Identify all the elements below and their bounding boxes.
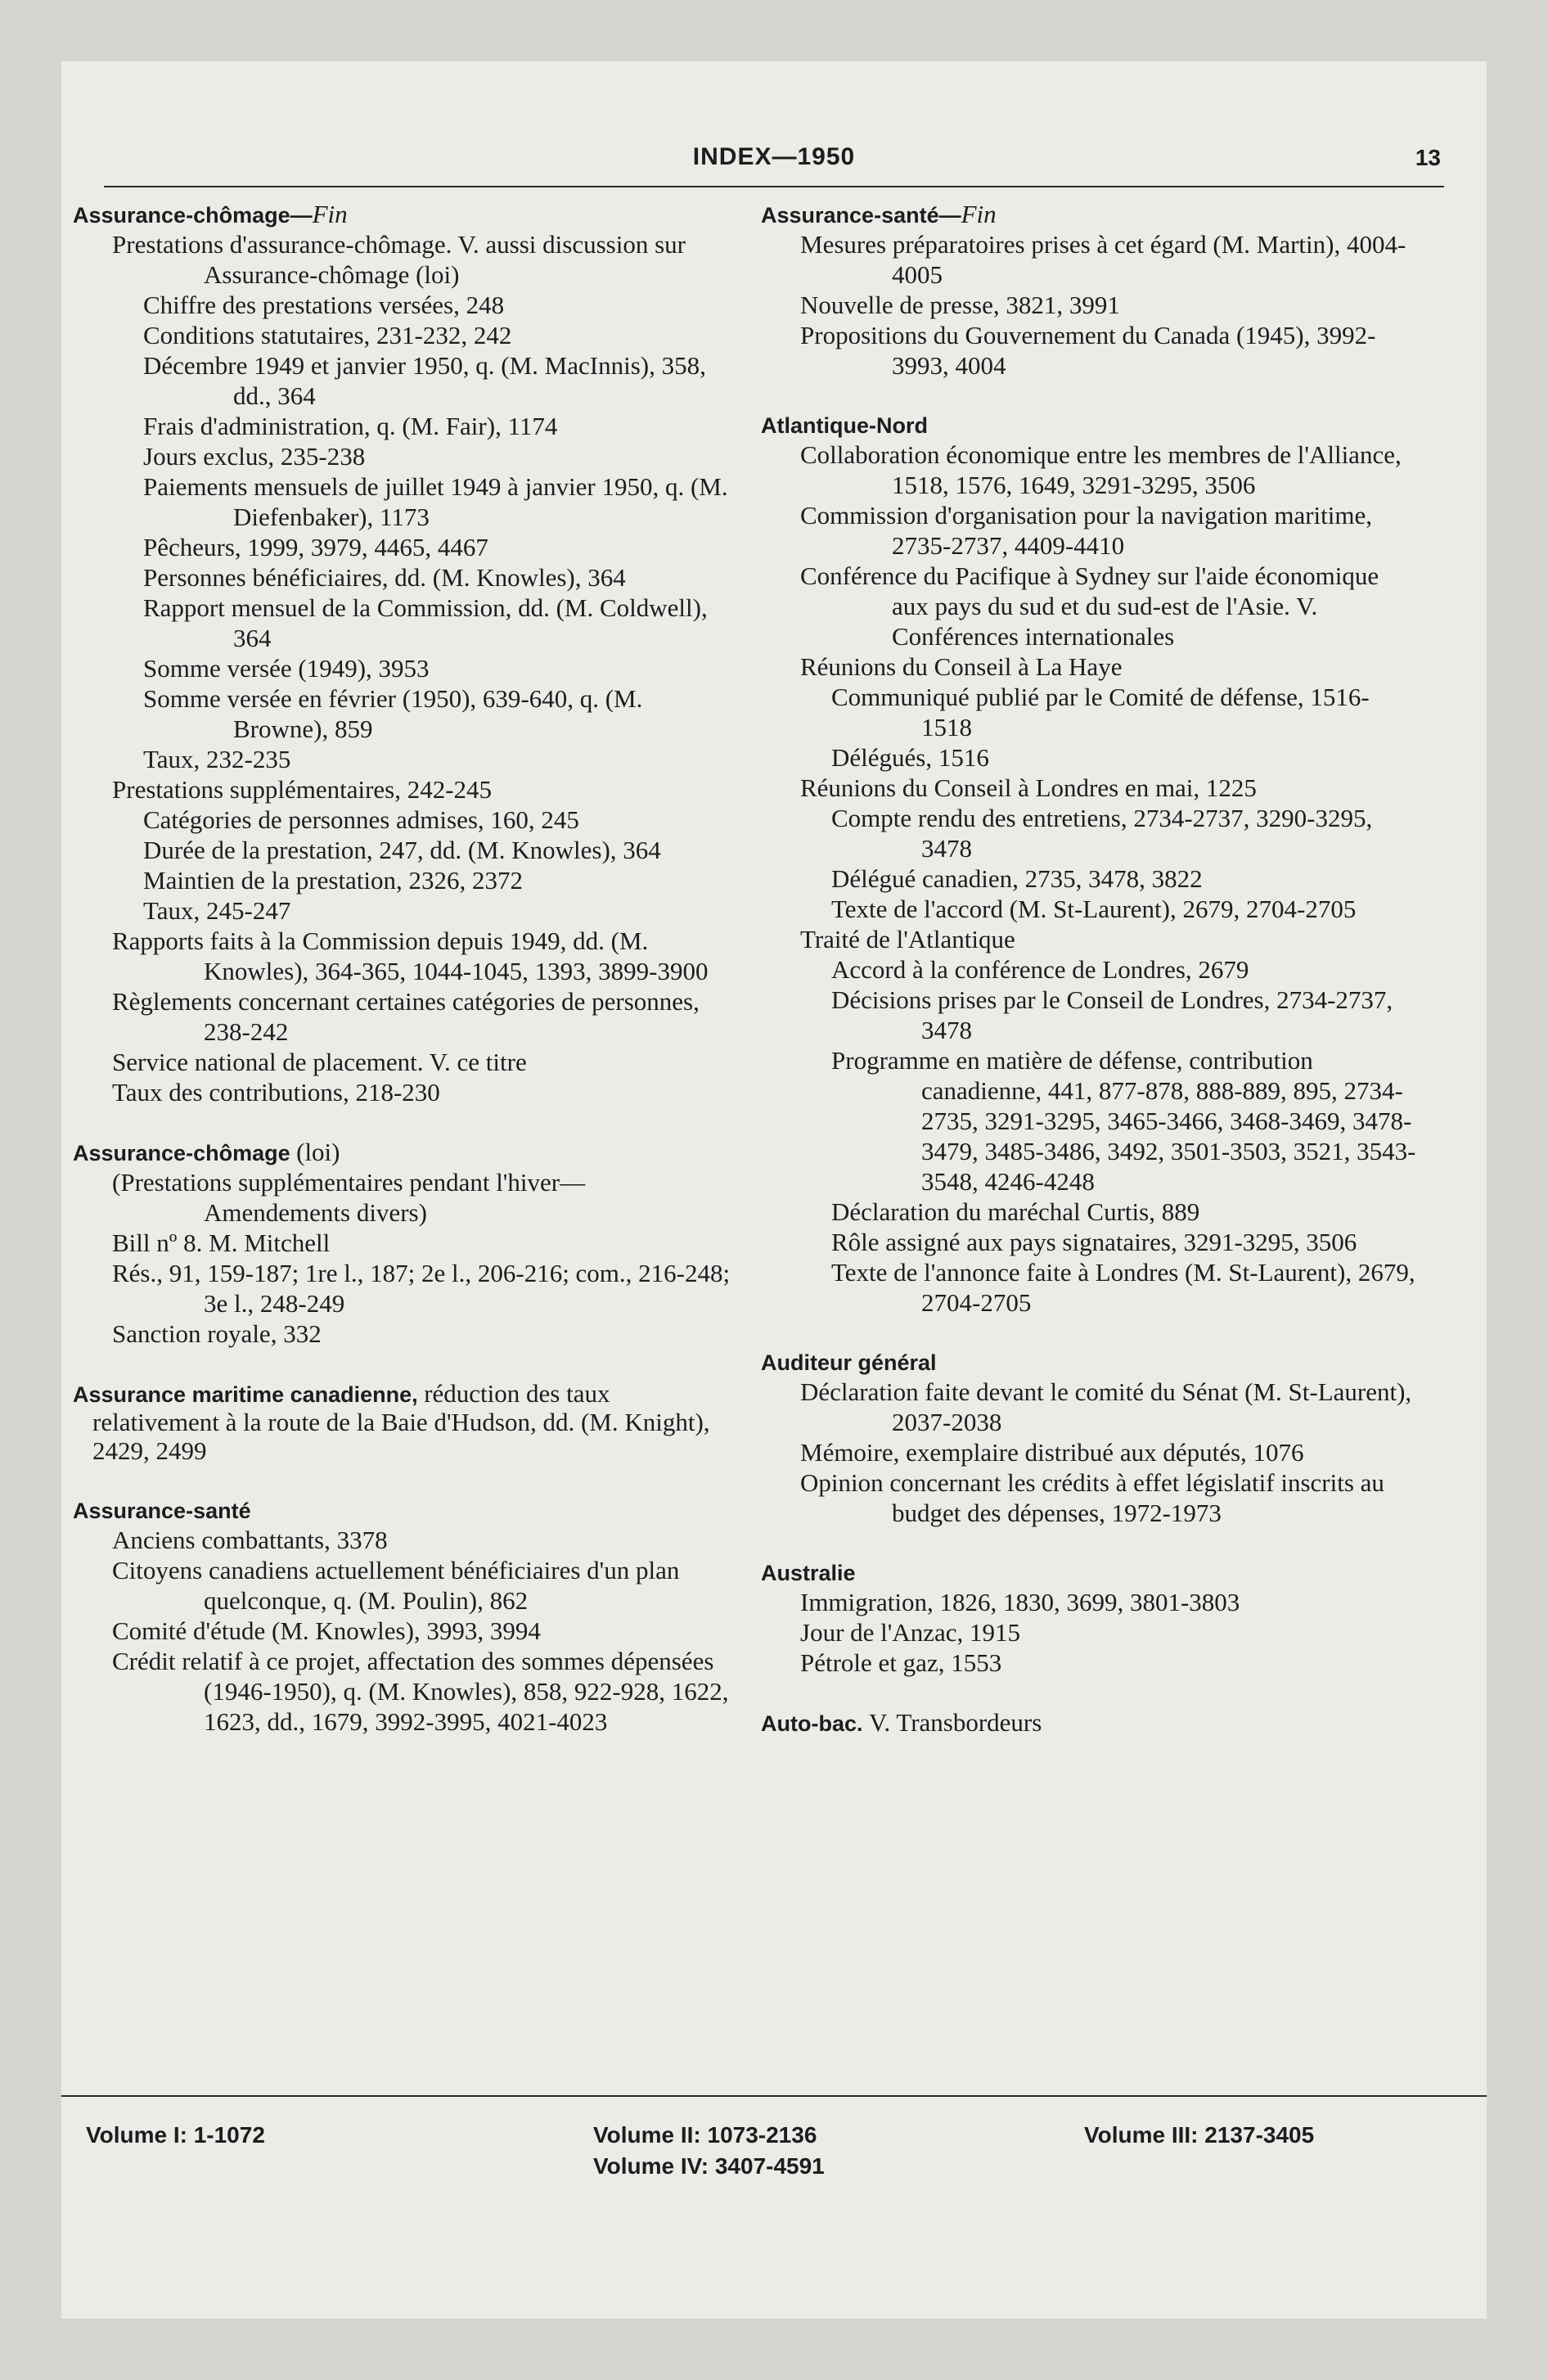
index-entry <box>761 412 1420 1318</box>
header-rule <box>104 186 1444 187</box>
index-column-left <box>73 201 731 1768</box>
entry-heading-line <box>761 412 1420 439</box>
entry-item: Taux des contributions, 218-230 <box>112 1078 440 1107</box>
entry-heading-rest: (loi) <box>296 1138 340 1166</box>
entry-heading: Assurance-chômage <box>73 1141 290 1165</box>
subentry-item: Taux, 245-247 <box>143 896 291 925</box>
entry-item: Rés., 91, 159-187; 1re l., 187; 2e l., 206-216; com., 216-248; 3e l., 248-249 <box>112 1259 731 1318</box>
entry-item: Citoyens canadiens actuellement bénéficiaires d'un plan quelconque, q. (M. Poulin), 862 <box>112 1556 680 1615</box>
subentry-item: Texte de l'annonce faite à Londres (M. St-Laurent), 2679, 2704-2705 <box>831 1258 1415 1317</box>
index-entry <box>761 1349 1420 1528</box>
subentry-item: Maintien de la prestation, 2326, 2372 <box>143 866 524 895</box>
subentry-item: Taux, 232-235 <box>143 745 291 773</box>
index-entry <box>73 1138 731 1349</box>
entry-heading-rest: réduction des taux relativement à la route de la Baie d'Hudson, dd. (M. Knight), 2429, 2499 <box>92 1379 710 1465</box>
volume-range-3: Volume III: 2137-3405 <box>1084 2122 1315 2148</box>
entry-item: Immigration, 1826, 1830, 3699, 3801-3803 <box>800 1588 1240 1616</box>
subentry-item: Rapport mensuel de la Commission, dd. (M. Coldwell), 364 <box>143 593 708 652</box>
subentry-item: Compte rendu des entretiens, 2734-2737, 3290-3295, 3478 <box>831 804 1373 863</box>
entry-item: Réunions du Conseil à La Haye <box>800 652 1123 681</box>
continuation-marker: Fin <box>312 200 348 228</box>
entry-heading: Australie <box>761 1561 856 1585</box>
entry-item: Comité d'étude (M. Knowles), 3993, 3994 <box>112 1616 541 1645</box>
entry-item: Traité de l'Atlantique <box>800 925 1015 953</box>
entry-item: Jour de l'Anzac, 1915 <box>800 1618 1021 1647</box>
entry-heading: Assurance maritime canadienne, <box>73 1382 418 1407</box>
subentry-item: Conditions statutaires, 231-232, 242 <box>143 321 512 349</box>
subentry-item: Accord à la conférence de Londres, 2679 <box>831 955 1249 984</box>
page-number: 13 <box>1415 145 1441 170</box>
subentry-item: Durée de la prestation, 247, dd. (M. Knowles), 364 <box>143 836 661 864</box>
index-entry <box>761 201 1420 381</box>
entry-item: (Prestations supplémentaires pendant l'hiver—Amendements divers) <box>112 1168 586 1227</box>
index-page <box>61 61 1487 2319</box>
index-entry <box>73 201 731 1107</box>
subentry-item: Délégués, 1516 <box>831 743 989 772</box>
subentry-item: Catégories de personnes admises, 160, 245 <box>143 805 579 834</box>
subentry-item: Décembre 1949 et janvier 1950, q. (M. MacInnis), 358, dd., 364 <box>143 351 706 410</box>
page-header <box>61 143 1487 176</box>
entry-heading-line <box>73 1380 731 1466</box>
entry-heading: Assurance-santé <box>761 203 939 228</box>
index-entry <box>761 1559 1420 1678</box>
subentry-item: Personnes bénéficiaires, dd. (M. Knowles), 364 <box>143 563 626 592</box>
subentry-item: Texte de l'accord (M. St-Laurent), 2679, 2704-2705 <box>831 895 1357 923</box>
entry-heading: Auditeur général <box>761 1350 937 1375</box>
entry-item: Bill nº 8. M. Mitchell <box>112 1228 331 1257</box>
entry-heading: Atlantique-Nord <box>761 413 928 438</box>
subentry-item: Programme en matière de défense, contribution canadienne, 441, 877-878, 888-889, 895, 2734-2735, 3291-3295, 3465-3466, 3468-3469, 3478-3479, 3485-3486, 3492, 3501-3503, 3521, 3543-3548, 4246-4248 <box>831 1046 1416 1196</box>
entry-heading-line <box>761 1349 1420 1377</box>
entry-item: Réunions du Conseil à Londres en mai, 1225 <box>800 773 1257 802</box>
entry-item: Prestations d'assurance-chômage. V. aussi discussion sur Assurance-chômage (loi) <box>112 230 686 289</box>
index-column-right <box>761 201 1420 1769</box>
entry-item: Mesures préparatoires prises à cet égard (M. Martin), 4004-4005 <box>800 230 1406 289</box>
footer-rule <box>61 2095 1487 2097</box>
subentry-item: Décisions prises par le Conseil de Londres, 2734-2737, 3478 <box>831 985 1393 1044</box>
entry-item: Crédit relatif à ce projet, affectation des sommes dépensées (1946-1950), q. (M. Knowles), 858, 922-928, 1622, 1623, dd., 1679, 3992-3995, 4021-4023 <box>112 1647 729 1736</box>
continuation-marker: Fin <box>961 200 997 228</box>
entry-item: Rapports faits à la Commission depuis 1949, dd. (M. Knowles), 364-365, 1044-1045, 1393, 3899-3900 <box>112 926 709 985</box>
entry-item: Anciens combattants, 3378 <box>112 1526 388 1554</box>
index-entry <box>761 1709 1420 1738</box>
entry-heading-line: Assurance-chômage—Fin <box>73 200 348 228</box>
subentry-item: Rôle assigné aux pays signataires, 3291-3295, 3506 <box>831 1228 1357 1256</box>
entry-item: Nouvelle de presse, 3821, 3991 <box>800 291 1120 319</box>
entry-heading-line <box>761 1709 1420 1738</box>
entry-heading: Assurance-santé <box>73 1499 251 1523</box>
subentry-item: Déclaration du maréchal Curtis, 889 <box>831 1197 1200 1226</box>
entry-heading: Assurance-chômage <box>73 203 290 228</box>
entry-heading-rest: V. Transbordeurs <box>869 1708 1042 1737</box>
entry-item: Commission d'organisation pour la navigation maritime, 2735-2737, 4409-4410 <box>800 501 1372 560</box>
subentry-item: Chiffre des prestations versées, 248 <box>143 291 505 319</box>
entry-item: Opinion concernant les crédits à effet législatif inscrits au budget des dépenses, 1972-1973 <box>800 1468 1384 1527</box>
subentry-item: Communiqué publié par le Comité de défense, 1516-1518 <box>831 683 1370 741</box>
entry-item: Propositions du Gouvernement du Canada (1945), 3992-3993, 4004 <box>800 321 1376 380</box>
entry-item: Règlements concernant certaines catégories de personnes, 238-242 <box>112 987 700 1046</box>
volume-range-4: Volume IV: 3407-4591 <box>593 2153 825 2179</box>
entry-heading-line: Assurance-santé—Fin <box>761 200 997 228</box>
page-title: INDEX—1950 <box>692 143 856 170</box>
volume-range-1: Volume I: 1-1072 <box>86 2122 265 2148</box>
entry-item: Service national de placement. V. ce titre <box>112 1048 527 1076</box>
entry-item: Sanction royale, 332 <box>112 1319 322 1348</box>
entry-item: Conférence du Pacifique à Sydney sur l'aide économique aux pays du sud et du sud-est de l'Asie. V. Conférences internationales <box>800 561 1379 651</box>
entry-item: Prestations supplémentaires, 242-245 <box>112 775 493 804</box>
entry-item: Collaboration économique entre les membres de l'Alliance, 1518, 1576, 1649, 3291-3295, 3506 <box>800 440 1402 499</box>
subentry-item: Pêcheurs, 1999, 3979, 4465, 4467 <box>143 533 488 561</box>
entry-item: Mémoire, exemplaire distribué aux députés, 1076 <box>800 1438 1304 1467</box>
entry-item: Déclaration faite devant le comité du Sénat (M. St-Laurent), 2037-2038 <box>800 1377 1412 1436</box>
subentry-item: Somme versée (1949), 3953 <box>143 654 430 683</box>
volume-range-2: Volume II: 1073-2136 <box>593 2122 817 2148</box>
entry-heading: Auto-bac. <box>761 1711 863 1736</box>
entry-item: Pétrole et gaz, 1553 <box>800 1648 1002 1677</box>
entry-heading-line <box>761 1559 1420 1587</box>
subentry-item: Paiements mensuels de juillet 1949 à janvier 1950, q. (M. Diefenbaker), 1173 <box>143 472 728 531</box>
subentry-item: Jours exclus, 235-238 <box>143 442 366 471</box>
entry-heading-line <box>73 1138 731 1167</box>
subentry-item: Délégué canadien, 2735, 3478, 3822 <box>831 864 1203 893</box>
page-footer <box>61 2116 1487 2197</box>
subentry-item: Frais d'administration, q. (M. Fair), 1174 <box>143 412 558 440</box>
index-entry <box>73 1497 731 1737</box>
index-entry <box>73 1380 731 1466</box>
subentry-item: Somme versée en février (1950), 639-640, q. (M. Browne), 859 <box>143 684 643 743</box>
entry-heading-line <box>73 1497 731 1525</box>
